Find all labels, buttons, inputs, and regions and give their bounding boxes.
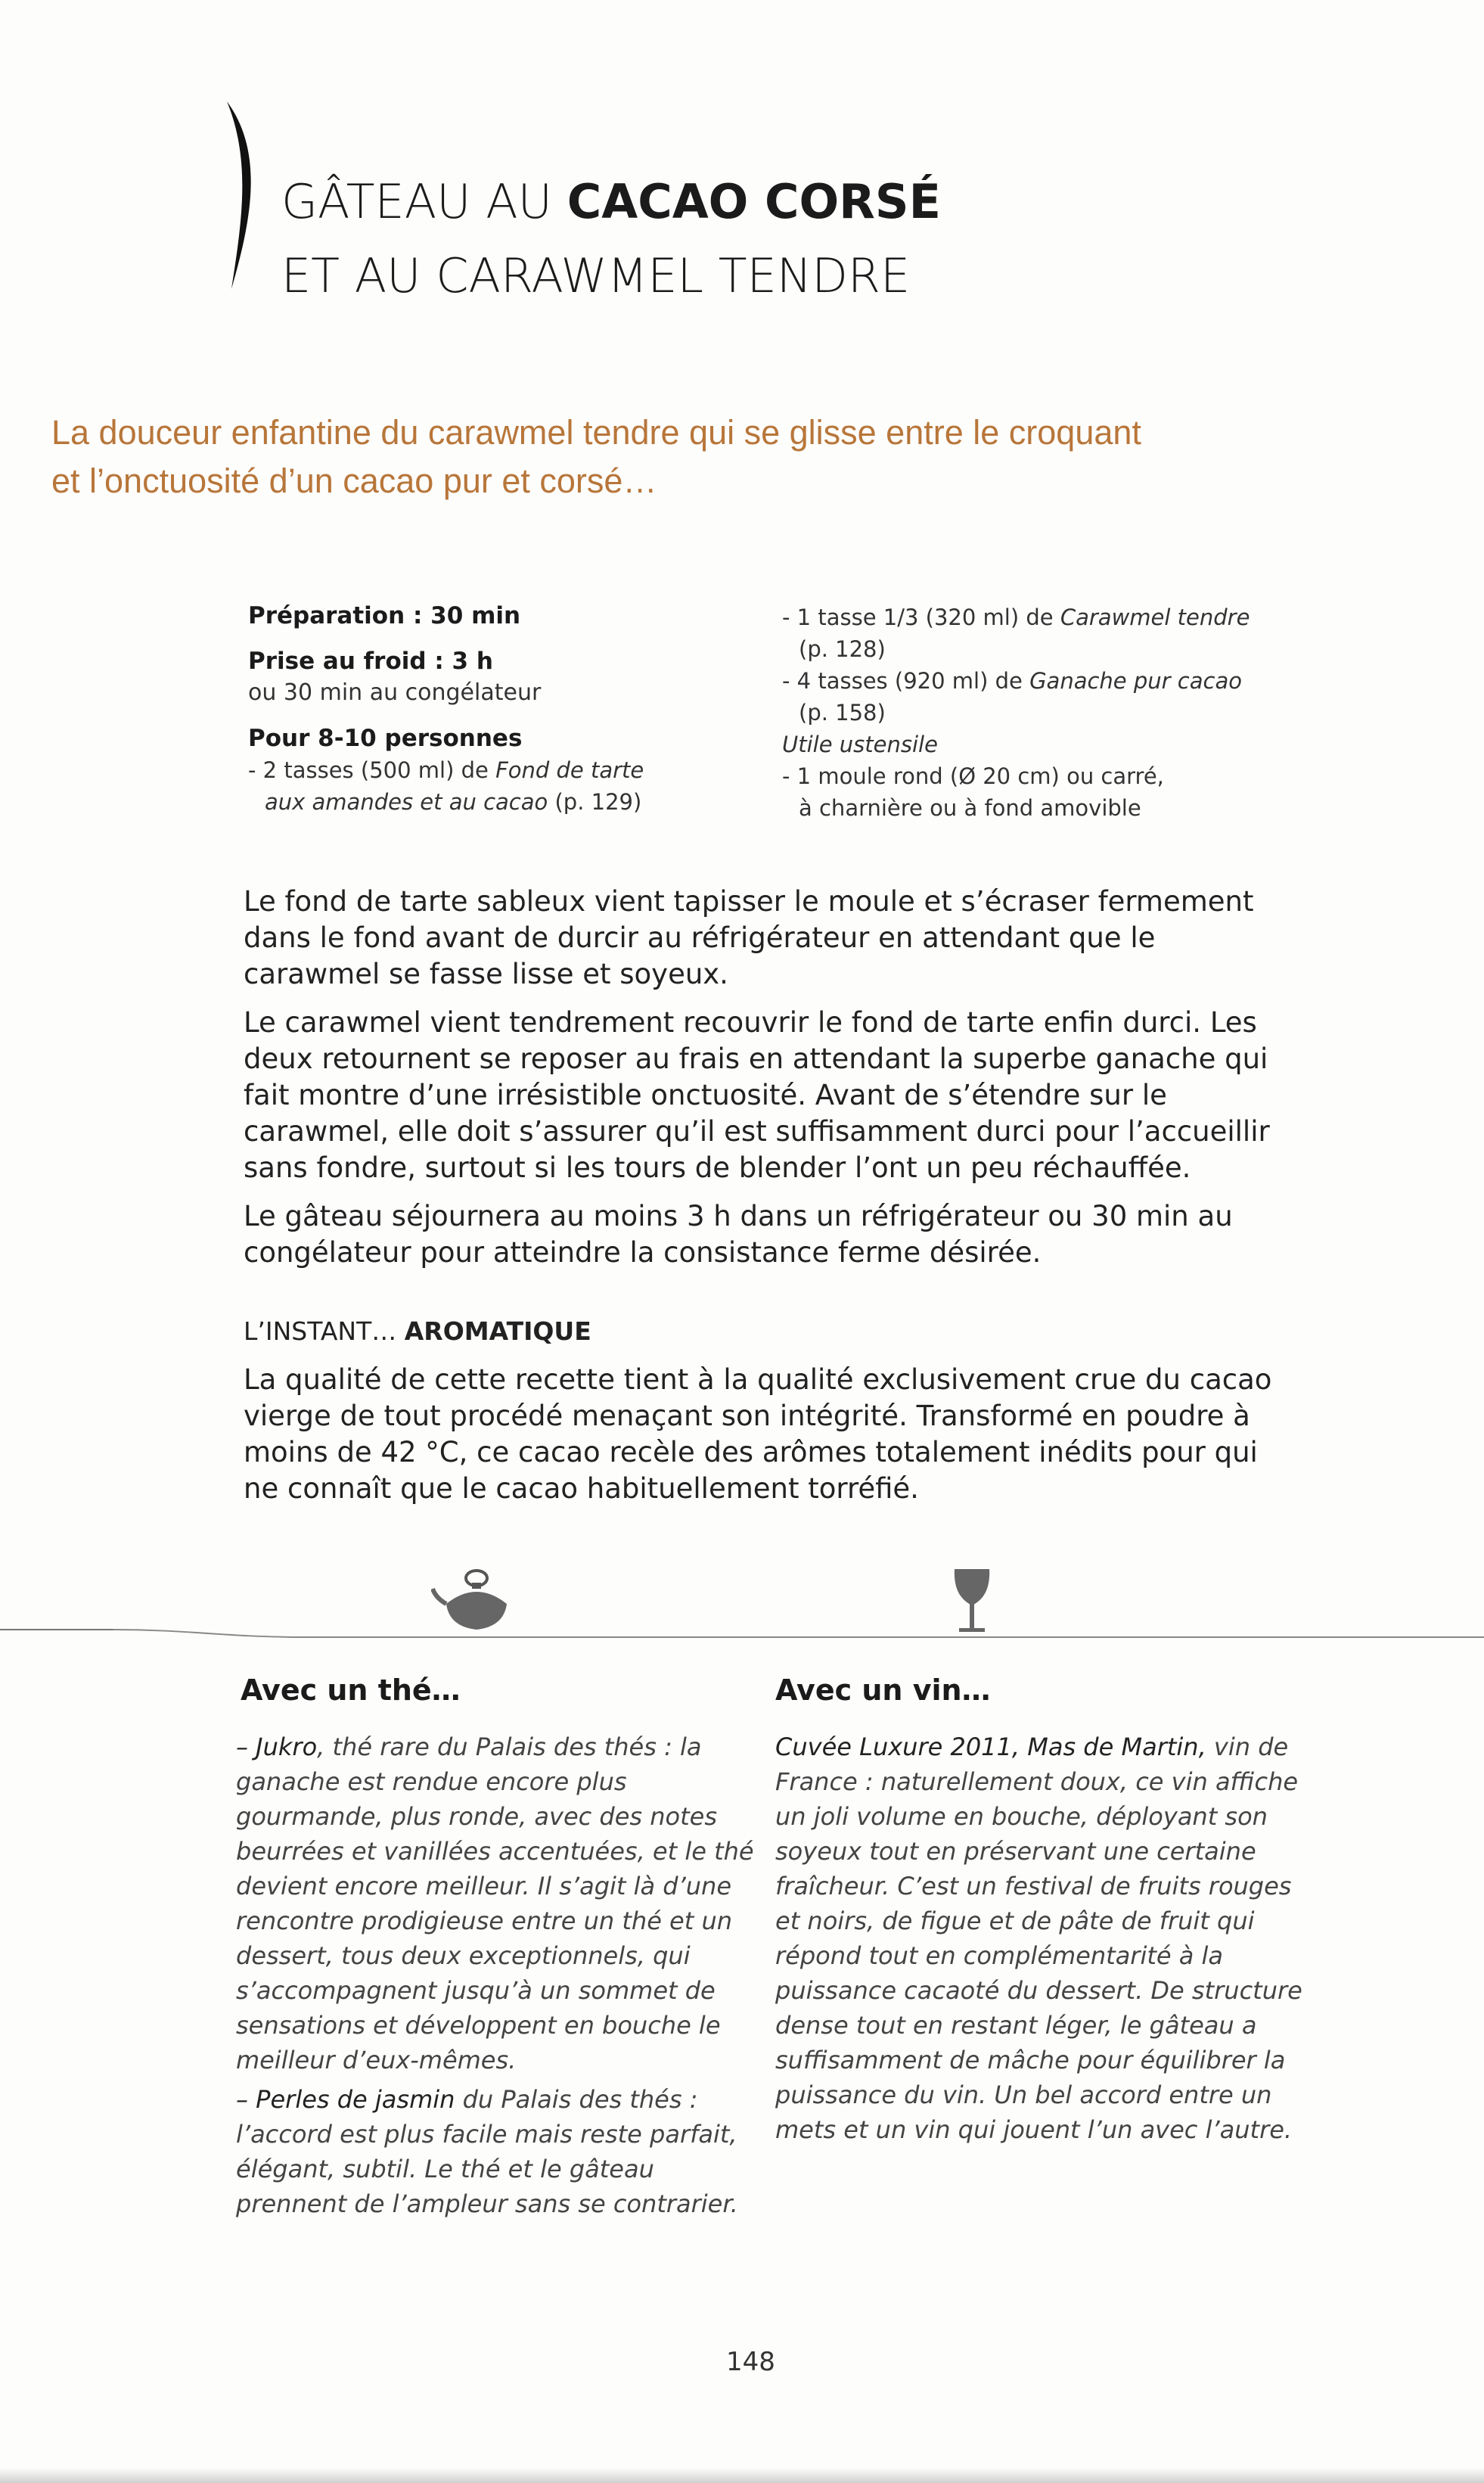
teapot-icon <box>431 1566 522 1634</box>
utensil-item: - 1 moule rond (Ø 20 cm) ou carré, à charnière ou à fond amovible <box>782 763 1164 821</box>
method-paragraph-3: Le gâteau séjournera au moins 3 h dans un réfrigérateur ou 30 min au congélateur pour atteindre la consistance ferme désirée. <box>244 1200 1233 1269</box>
wine-paragraph: Cuvée Luxure 2011, Mas de Martin, vin de France : naturellement doux, ce vin affiche un joli volume en bouche, déployant son soyeux tout en préservant une certaine fraîcheur. C’est un festival de fruits rouges et noirs, de figue et de pâte de fruit qui répond tout en complémentarité à la puissance cacaoté du dessert. De structure dense tout en restant léger, le gâteau a suffisamment de mâche pour équilibrer la puissance du vin. Un bel accord entre un mets et un vin qui jouent l’un avec l’autre. <box>775 1733 1302 2144</box>
wine-pairing-text <box>775 1729 1320 2152</box>
method-text <box>244 884 1272 1283</box>
intro-text: La douceur enfantine du carawmel tendre qui se glisse entre le croquant et l’onctuosité d’un cacao pur et corsé… <box>51 413 1141 500</box>
servings: Pour 8-10 personnes <box>248 725 523 752</box>
page-bottom-edge <box>0 2468 1484 2483</box>
recipe-title-line2: ET AU CARAWMEL TENDRE <box>281 248 911 303</box>
ingredient-3: - 4 tasses (920 ml) de Ganache pur cacao (p. 158) <box>782 668 1242 726</box>
recipe-meta-right <box>782 601 1327 824</box>
tea-paragraph-1: – Jukro, thé rare du Palais des thés : la ganache est rendue encore plus gourmande, plus ronde, avec des notes beurrées et vanillées accentuées, et le thé devient encore meilleur. Il s’agit là d’une rencontre prodigieuse entre un thé et un dessert, tous deux exceptionnels, qui s’accompagnent jusqu’à un sommet de sensations et développent en bouche le meilleur d’eux-mêmes. <box>236 1733 754 2074</box>
page-number: 148 <box>726 2347 775 2377</box>
tea-pairing-heading: Avec un thé… <box>241 1673 461 1707</box>
cold-time-alt: ou 30 min au congélateur <box>248 679 542 706</box>
instant-text: La qualité de cette recette tient à la qualité exclusivement crue du cacao vierge de tout procédé menaçant son intégrité. Transformé en poudre à moins de 42 °C, ce cacao recèle des arômes totalement inédits pour qui ne connaît que le cacao habituellement torréfié. <box>244 1363 1272 1505</box>
wine-glass-icon <box>945 1566 998 1634</box>
wine-pairing-heading: Avec un vin… <box>775 1673 991 1707</box>
instant-heading: L’INSTANT… AROMATIQUE <box>244 1316 591 1346</box>
prep-time: Préparation : 30 min <box>248 602 521 629</box>
method-paragraph-1: Le fond de tarte sableux vient tapisser le moule et s’écraser fermement dans le fond avant de durcir au réfrigérateur en attendant que le carawmel se fasse lisse et soyeux. <box>244 885 1254 990</box>
tea-pairing-text <box>236 1729 765 2226</box>
utensil-label: Utile ustensile <box>782 732 938 757</box>
recipe-title-line1: GÂTEAU AU CACAO CORSÉ <box>281 174 941 229</box>
ingredient-2: - 1 tasse 1/3 (320 ml) de Carawmel tendre (p. 128) <box>782 604 1250 662</box>
section-divider <box>0 1627 1484 1642</box>
ingredient-1: - 2 tasses (500 ml) de Fond de tarte aux amandes et au cacao (p. 129) <box>248 757 644 815</box>
tea-paragraph-2: – Perles de jasmin du Palais des thés : l’accord est plus facile mais reste parfait, élégant, subtil. Le thé et le gâteau prennent de l’ampleur sans se contrarier. <box>236 2085 738 2218</box>
recipe-meta-left <box>248 600 778 818</box>
cold-time: Prise au froid : 3 h <box>248 648 493 675</box>
method-paragraph-2: Le carawmel vient tendrement recouvrir le fond de tarte enfin durci. Les deux retournent se reposer au frais en attendant la superbe ganache qui fait montre d’une irrésistible onctuosité. Avant de s’étendre sur le carawmel, elle doit s’assurer qu’il est suffisamment durci pour l’accueillir sans fondre, surtout si les tours de blender l’ont un peu réchauffée. <box>244 1006 1270 1184</box>
title-bracket-ornament <box>221 100 274 297</box>
